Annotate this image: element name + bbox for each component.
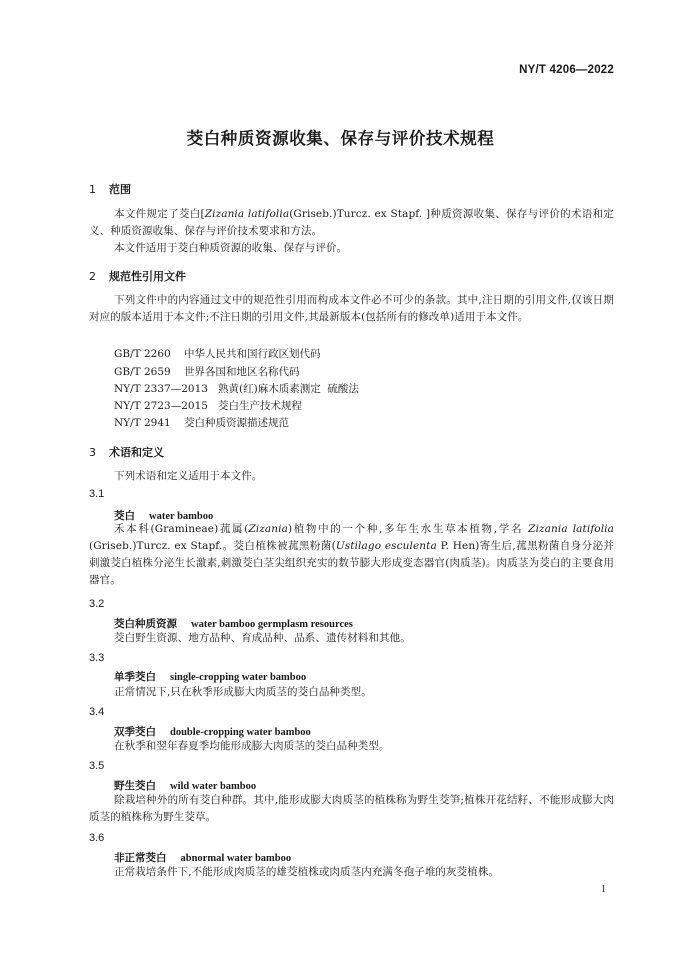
term-heading <box>114 724 311 739</box>
reference-code: GB/T 2659 <box>114 366 171 378</box>
term-number: 3.3 <box>89 652 105 664</box>
section-number: 2 <box>89 270 96 283</box>
text: (Griseb.)Turcz. ex Stapf. ]种质资源收集、保存与评价的术语和定义、种质资源收集、保存与评价技术要求和方法。 <box>89 208 615 237</box>
reference-title: 茭白种质资源描述规范 <box>184 417 289 429</box>
standard-number: NY/T 4206—2022 <box>519 64 614 76</box>
reference-item <box>114 415 289 430</box>
term-definition: 在秋季和翌年春夏季均能形成膨大肉质茎的茭白品种类型。 <box>114 740 390 752</box>
term-number: 3.4 <box>89 706 105 718</box>
term-number: 3.5 <box>89 760 105 772</box>
scope-paragraph-1 <box>89 206 614 240</box>
reference-item <box>114 364 300 379</box>
section-title: 规范性引用文件 <box>109 270 186 283</box>
latin-name: Zizania <box>248 523 288 535</box>
text: P. Hen)寄生后,菰黑粉菌自身分泌并刺激茭白植株分泌生长激素,刺激茭白茎尖组织充实的数节膨大形成变态器官(肉质茎)。肉质茎为茭白的主要食用器官。 <box>89 540 614 586</box>
text: (Griseb.)Turcz. ex Stapf.。茭白植株被菰黑粉菌( <box>89 540 336 552</box>
term-number: 3.2 <box>89 598 105 610</box>
term-cn: 野生茭白 <box>114 780 156 792</box>
text: 禾本科(Gramineae)菰属( <box>114 523 249 535</box>
reference-title: 世界各国和地区名称代码 <box>184 366 300 378</box>
reference-item <box>114 381 359 396</box>
scope-paragraph-2: 本文件适用于茭白种质资源的收集、保存与评价。 <box>114 242 348 254</box>
reference-code: NY/T 2723—2015 <box>114 400 208 412</box>
terms-intro: 下列术语和定义适用于本文件。 <box>114 470 263 482</box>
reference-title: 茭白生产技术规程 <box>218 400 302 412</box>
text: )植物中的一个种,多年生水生草本植物,学名 <box>287 523 529 535</box>
section-title: 术语和定义 <box>109 446 164 459</box>
term-definition: 茭白野生资源、地方品种、育成品种、品系、遗传材料和其他。 <box>114 632 411 644</box>
term-heading <box>114 616 353 631</box>
section-3-heading <box>89 444 164 460</box>
term-en: single-cropping water bamboo <box>170 672 307 683</box>
term-cn: 非正常茭白 <box>114 852 167 864</box>
term-number: 3.1 <box>89 488 105 500</box>
term-number: 3.6 <box>89 832 105 844</box>
term-en: water bamboo <box>149 511 214 522</box>
term-en: water bamboo germplasm resources <box>191 619 353 630</box>
term-heading <box>114 778 256 793</box>
term-cn: 单季茭白 <box>114 671 156 683</box>
section-number: 1 <box>89 183 96 196</box>
references-paragraph: 下列文件中的内容通过文中的规范性引用而构成本文件必不可少的条款。其中,注日期的引用文件,仅该日期对应的版本适用于本文件;不注日期的引用文件,其最新版本(包括所有的修改单)适用于本文件。 <box>89 294 614 323</box>
term-cn: 茭白 <box>114 510 135 522</box>
section-title: 范围 <box>109 183 131 196</box>
reference-title: 中华人民共和国行政区划代码 <box>184 348 321 360</box>
term-heading <box>114 669 306 684</box>
term-en: abnormal water bamboo <box>180 853 292 864</box>
term-heading <box>114 850 291 865</box>
reference-item <box>114 346 321 361</box>
latin-name: Ustilago esculenta <box>335 540 437 552</box>
text: 本文件规定了茭白[ <box>114 208 205 220</box>
term-cn: 茭白种质资源 <box>114 618 177 630</box>
term-definition: 正常情况下,只在秋季形成膨大肉质茎的茭白品种类型。 <box>114 686 372 698</box>
term-definition: 正常栽培条件下,不能形成肉质茎的雄茭植株或肉质茎内充满冬孢子堆的灰茭植株。 <box>114 866 500 878</box>
term-en: double-cropping water bamboo <box>170 727 311 738</box>
page-number: 1 <box>601 884 606 895</box>
reference-code: NY/T 2941 <box>114 417 171 429</box>
reference-item <box>114 398 302 413</box>
term-definition <box>89 521 614 589</box>
section-2-heading <box>89 268 186 284</box>
term-definition: 除栽培种外的所有茭白种群。其中,能形成膨大肉质茎的植株称为野生茭笋;植株开花结籽、不能形成膨大肉质茎的植株称为野生茭草。 <box>89 794 614 823</box>
reference-title: 熟黄(红)麻木质素测定 硫酸法 <box>218 383 359 395</box>
section-1-heading <box>89 181 131 197</box>
latin-name: Zizania latifolia <box>204 208 290 220</box>
term-cn: 双季茭白 <box>114 726 156 738</box>
latin-name: Zizania latifolia <box>528 523 615 535</box>
term-en: wild water bamboo <box>170 781 257 792</box>
document-title: 茭白种质资源收集、保存与评价技术规程 <box>186 129 495 148</box>
reference-code: NY/T 2337—2013 <box>114 383 208 395</box>
section-number: 3 <box>89 446 96 459</box>
reference-code: GB/T 2260 <box>114 348 171 360</box>
